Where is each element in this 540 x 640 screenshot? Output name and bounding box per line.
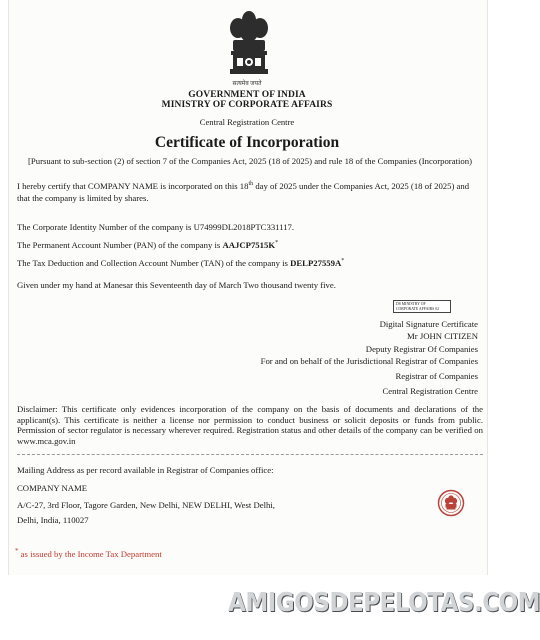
pan-line: The Permanent Account Number (PAN) of the company is AAJCP7515K*: [17, 240, 279, 250]
digital-signature-stamp: DS MINISTRY OF CORPORATE AFFAIRS 02: [393, 300, 451, 313]
signatory-name: Mr JOHN CITIZEN: [407, 331, 478, 341]
page-title: Certificate of Incorporation: [154, 134, 340, 151]
cin-line: The Corporate Identity Number of the company is U74999DL2018PTC331117.: [17, 222, 295, 232]
site-watermark: AMIGOSDEPELOTAS.COM: [228, 588, 540, 618]
footnote: * as issued by the Income Tax Department: [15, 547, 162, 559]
pan-value: AAJCP7515K: [222, 240, 276, 250]
tan-line: The Tax Deduction and Collection Account Number (TAN) of the company is DELP27559A*: [17, 258, 345, 268]
mailing-company: COMPANY NAME: [17, 483, 88, 493]
signatory-title: Deputy Registrar Of Companies: [365, 344, 478, 354]
ministry-heading: MINISTRY OF CORPORATE AFFAIRS: [161, 100, 333, 110]
signatory-behalf: For and on behalf of the Jurisdictional Registrar of Companies: [260, 356, 478, 366]
certify-paragraph: I hereby certify that COMPANY NAME is incorporated on this 18th day of 2025 under the Companies Act, 2025 (18 of 2025) and that the company is limited by shares.: [17, 181, 470, 203]
registration-centre-line: Central Registration Centre: [382, 386, 478, 396]
mailing-address-line2: Delhi, India, 110027: [17, 515, 89, 525]
tan-value: DELP27559A: [290, 258, 342, 268]
mailing-address-line1: A/C-27, 3rd Floor, Tagore Garden, New Delhi, NEW DELHI, West Delhi,: [17, 500, 275, 510]
mca-seal-icon: [437, 489, 465, 517]
disclaimer-text: Disclaimer: This certificate only evidences incorporation of the company on the basis of documents and declarations of the applicant(s). This certificate is neither a license nor permission to conduct business or solicit deposits or funds from public. Permission of sector regulator is necessary wherever required. Registration status and other details of the company can be verified on www.mca.gov.in: [17, 404, 483, 446]
given-line: Given under my hand at Manesar this Seventeenth day of March Two thousand twenty five.: [17, 280, 336, 290]
emblem-motto: सत्यमेव जयते: [232, 81, 262, 87]
pursuant-text: [Pursuant to sub-section (2) of section 7 of the Companies Act, 2025 (18 of 2025) and rule 18 of the Companies (Incorporation): [28, 156, 472, 166]
government-heading: GOVERNMENT OF INDIA: [188, 90, 306, 100]
divider: [17, 454, 483, 455]
centre-heading: Central Registration Centre: [199, 117, 295, 127]
mailing-heading: Mailing Address as per record available in Registrar of Companies office:: [17, 465, 274, 475]
registrar-line: Registrar of Companies: [395, 371, 478, 381]
signature-line: Digital Signature Certificate: [379, 319, 478, 329]
